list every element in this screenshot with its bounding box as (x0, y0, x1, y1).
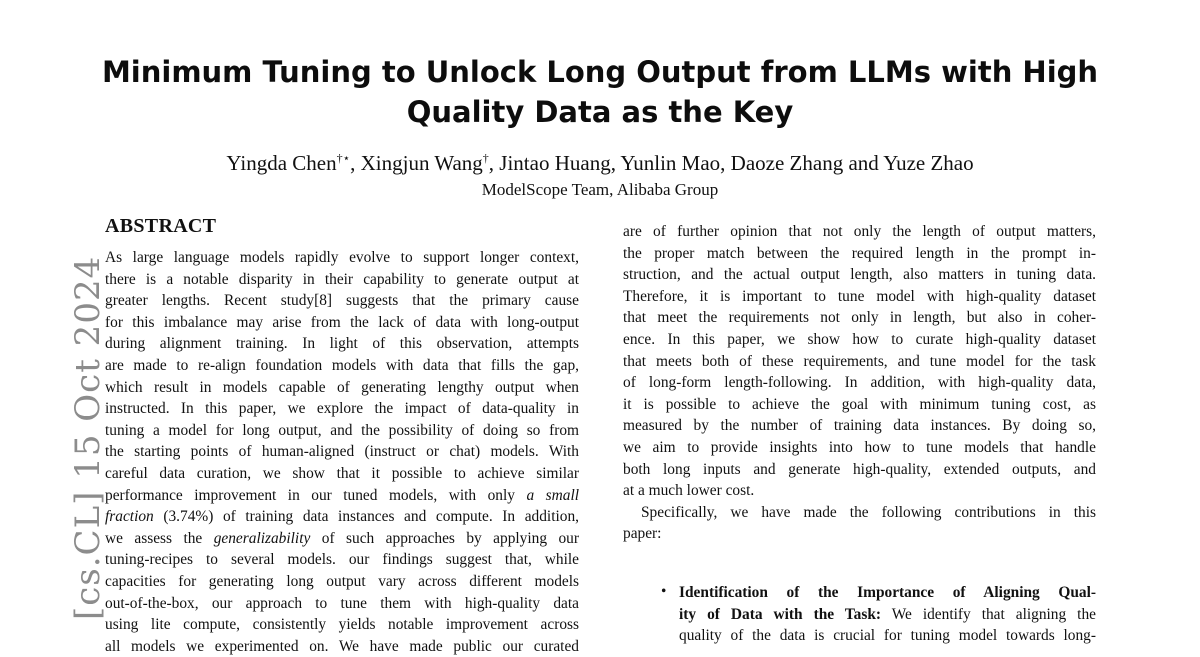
other-authors: , Jintao Huang, Yunlin Mao, Daoze Zhang and Yuze Zhao (488, 151, 974, 175)
abstract-line: instructed. In this paper, we explore the impact of data-quality in (105, 400, 579, 418)
abstract-line: during alignment training. In light of this observation, attempts (105, 335, 579, 353)
abstract-emphasis: generalizability (213, 529, 311, 547)
bullet-marker: • (661, 583, 667, 600)
abstract-line: the starting points of human-aligned (instruct or chat) models. With (105, 443, 579, 461)
abstract-line: careful data curation, we show that it possible to achieve similar (105, 464, 579, 482)
abstract-body (105, 247, 579, 657)
bullet-line (679, 604, 1096, 626)
abstract-text: of such approaches by applying our (310, 529, 579, 547)
abstract-line: out-of-the-box, our approach to tune them with high-quality data (105, 594, 579, 612)
intro-body (623, 221, 1096, 545)
abstract-line (105, 506, 579, 528)
author-1: Yingda Chen (226, 151, 337, 175)
bullet-heading-line: Identification of the Importance of Aligning Qual- (679, 584, 1096, 601)
body-line: of long-form length-following. In addition, with high-quality data, (623, 374, 1096, 392)
arxiv-side-stamp: [cs.CL] 15 Oct 2024 (68, 255, 108, 620)
author-2-marks: † (482, 151, 489, 165)
body-line: that meets both of these requirements, and tune model for the task (623, 352, 1096, 370)
contribution-bullet (679, 582, 1096, 647)
body-line: we aim to provide insights into how to tune models that handle (623, 438, 1096, 456)
body-line: ence. In this paper, we show how to curate high-quality dataset (623, 330, 1096, 348)
abstract-heading: ABSTRACT (105, 215, 217, 237)
body-line: the proper match between the required length in the prompt in- (623, 244, 1096, 262)
abstract-line: tuning-recipes to several models. our findings suggest that, while (105, 551, 579, 569)
body-line: measured by the number of training data instances. By doing so, (623, 417, 1096, 435)
abstract-line (105, 485, 579, 507)
title-line-1: Minimum Tuning to Unlock Long Output from LLMs with High (101, 55, 1099, 89)
abstract-line: As large language models rapidly evolve to support longer context, (105, 249, 579, 266)
paper-title (60, 52, 1140, 132)
bullet-heading: ity of Data with the Task: (679, 605, 882, 623)
abstract-line (105, 528, 579, 550)
body-line: both long inputs and generate high-quality, extended outputs, and (623, 460, 1096, 478)
abstract-text: performance improvement in our tuned models, with only (105, 486, 527, 504)
body-line: struction, and the actual output length, also matters in tuning data. (623, 266, 1096, 284)
author-list (60, 151, 1140, 176)
abstract-line: there is a notable disparity in their capability to generate output at (105, 270, 579, 288)
abstract-line: using lite compute, consistently yields notable improvement across (105, 616, 579, 634)
body-line: that meet the requirements not only in length, but also in coher- (623, 309, 1096, 327)
abstract-line: which result in models capable of generating lengthy output when (105, 378, 579, 396)
abstract-emphasis: a small (526, 486, 579, 504)
abstract-emphasis: fraction (105, 508, 154, 526)
bullet-line: quality of the data is crucial for tuning model towards long- (679, 627, 1096, 645)
abstract-line: greater lengths. Recent study[8] suggests that the primary cause (105, 292, 579, 310)
bullet-text: We identify that aligning the (881, 605, 1096, 623)
title-line-2: Quality Data as the Key (406, 95, 794, 129)
body-line: paper: (623, 525, 662, 543)
abstract-text: we assess the (105, 529, 214, 547)
body-line: it is possible to achieve the goal with minimum tuning cost, as (623, 395, 1096, 413)
abstract-line: for this imbalance may arise from the lack of data with long-output (105, 313, 579, 331)
body-line: Specifically, we have made the following contributions in this (641, 503, 1096, 521)
body-line: at a much lower cost. (623, 482, 755, 500)
abstract-line: capacities for generating long output vary across different models (105, 572, 579, 590)
affiliation: ModelScope Team, Alibaba Group (481, 180, 719, 199)
author-1-marks: †⋆ (336, 151, 351, 165)
body-line: are of further opinion that not only the length of output matters, (623, 223, 1096, 240)
abstract-text: (3.74%) of training data instances and compute. In addition, (153, 508, 579, 526)
abstract-line: tuning a model for long output, and the possibility of doing so from (105, 421, 579, 439)
body-line: Therefore, it is important to tune model with high-quality dataset (623, 287, 1096, 305)
abstract-line: all models we experimented on. We have made public our curated (105, 637, 579, 655)
abstract-line: are made to re-align foundation models with data that fills the gap, (105, 356, 579, 374)
author-2: , Xingjun Wang (350, 151, 483, 175)
